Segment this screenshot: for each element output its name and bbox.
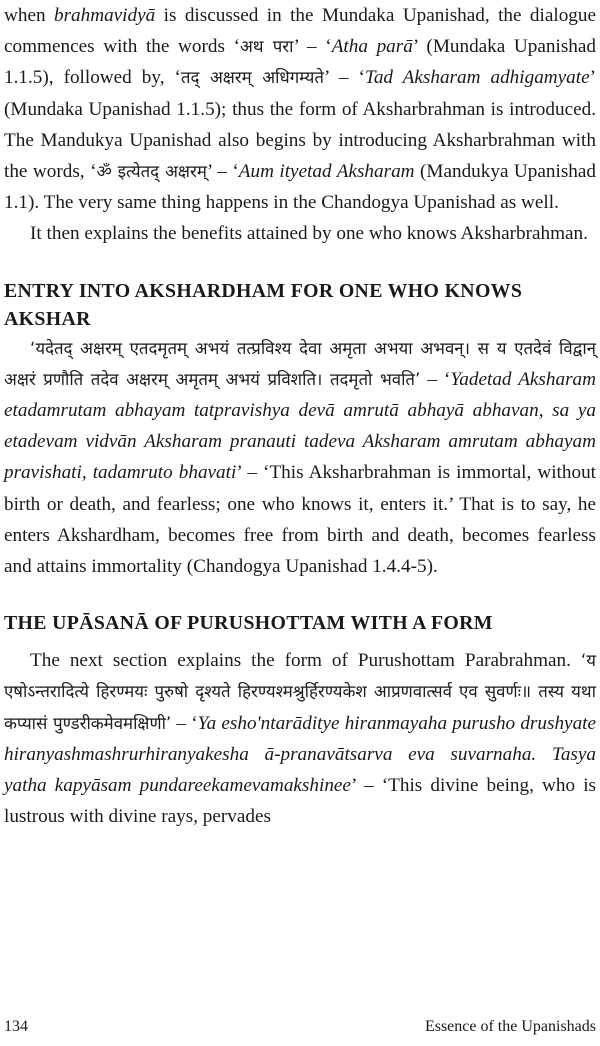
sanskrit-quote: ‘यदेतद् अक्षरम् एतदमृतम् अभयं तत्प्रविश्य देवा अमृता अभया अभवन्। स य एतदेवं विद्वान् अक्षरं प्रणौति तदेव अक्षरम् अमृतम् अभयं प्रविशति। तदमृतो भवति’ [4,337,596,389]
text-run: ’ – ‘This Aksharbrahman is immortal, without birth or death, and fearless; one who knows it, enters it.’ That is to say, he enters Akshardham, becomes free from birth and death, becomes fearless and attains immortality (Chandogya Upanishad 1.4.4-5). [4,462,596,578]
text-block [4,0,596,832]
paragraph-3 [4,333,596,583]
text-run: ’ – ‘This divine being, who is lustrous with divine rays, pervades [4,775,596,828]
text-run: ’ (Mundaka Upanishad 1.1.5), followed by, ‘ [4,36,596,89]
sanskrit-quote: ‘य एषोऽन्तरादित्ये हिरण्मयः पुरुषो दृश्यते हिरण्यश्मश्रुर्हिरण्यकेश आप्रणवात्सर्व एव सुवर्णः॥ तस्य यथा कप्यासं पुण्डरीकमेवमक्षिणी’ [4,650,596,733]
page-footer [4,1018,596,1042]
italic-transliteration: Aum ityetad Aksharam [238,161,415,183]
text-run: It then explains the benefits attained by one who knows Aksharbrahman. [30,223,588,245]
text-run: – ‘ [171,712,198,734]
section-heading-akshardham: ENTRY INTO AKSHARDHAM FOR ONE WHO KNOWS AKSHAR [4,279,523,330]
section-heading-upasana: THE UPĀSANĀ OF PURUSHOTTAM WITH A FORM [4,612,493,635]
paragraph-4 [4,645,596,832]
paragraph-1 [4,0,596,218]
page-number: 134 [4,1018,28,1035]
text-run: The next section explains the form of Purushottam Parabrahman. [30,650,581,672]
text-run: is discussed in the Mundaka Upanishad, the dialogue commences with the words ‘ [4,5,596,58]
running-footer-title: Essence of the Upanishads [424,1018,596,1035]
sanskrit-quote: ॐ इत्येतद् अक्षरम् [96,161,207,182]
italic-transliteration: Atha parā [331,36,413,58]
italic-transliteration: Tad Aksharam adhigamyate [364,67,590,89]
text-run: ’ (Mundaka Upanishad 1.1.5); thus the form of Aksharbrahman is introduced. The Mandukya Upanishad also begins by introducing Aksharbrahman with the words, ‘ [4,67,596,183]
text-run: ’ – ‘ [293,36,332,58]
sanskrit-quote: तद् अक्षरम् अधिगम्यते [180,67,324,88]
paragraph-2 [4,218,596,249]
text-run: ’ – ‘ [323,67,365,89]
italic-transliteration: Yadetad Aksharam etadamrutam abhayam tatpravishya devā amrutā abhayā abhavan, sa ya etadevam vidvān Aksharam pranauti tadeva Aksharam amrutam abhayam pravishati, tadamruto bhavati [4,368,597,484]
text-run: when [4,5,54,26]
text-run: ’ – ‘ [206,161,239,183]
italic-transliteration: brahmavidyā [53,5,156,26]
italic-transliteration: Ya esho'ntarāditye hiranmayaha purusho drushyate hiranyashmashrurhiranyakesha ā-pranavātsarva eva suvarnaha. Tasya yatha kapyāsam pundareekamevamakshinee [4,712,597,797]
text-run: – ‘ [420,368,451,390]
text-run: (Mandukya Upanishad 1.1). The very same thing happens in the Chandogya Upanishad as well. [4,161,596,214]
sanskrit-quote: अथ परा [239,36,294,57]
